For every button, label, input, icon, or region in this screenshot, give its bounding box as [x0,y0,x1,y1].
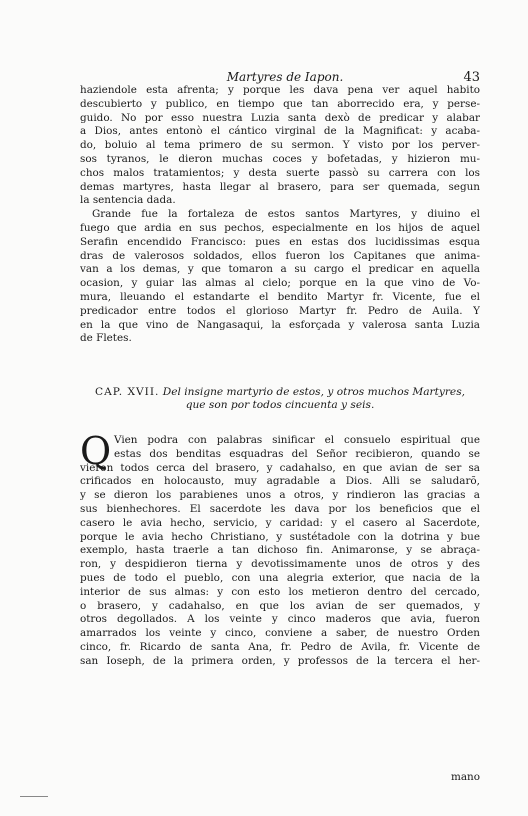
text-line: descubierto y publico, en tiempo que tan aborrecido era, y perse- [80,97,480,110]
text-line: ron, y despidieron tierna y devotissimamente unos de otros y des [80,558,480,571]
text-line: la sentencia dada. [80,194,176,207]
text-line: pues de todo el pueblo, con una alegria exterior, que nacia de la [80,571,480,584]
text-line: sus bienhechores. El sacerdote les dava por los beneficios que el [80,502,480,515]
text-line: interior de sus almas: y con esto los metieron dentro del cercado, [80,585,480,598]
text-line: cinco, fr. Ricardo de santa Ana, fr. Pedro de Avila, fr. Vicente de [80,640,480,653]
text-line: en la que vino de Nangasaqui, la esforçada y valerosa santa Luzia [80,318,480,331]
text-line: o brasero, y cadahalso, en que los avian de ser quemados, y [80,599,480,612]
chapter-body [80,429,480,669]
text-line: ocasion, y guiar las almas al cielo; porque en la que vino de Vo- [80,277,480,290]
running-title: Martyres de Iapon. [226,70,344,84]
text-line: estas dos benditas esquadras del Señor recibieron, quando se [114,447,480,460]
catchword: mano [451,771,480,783]
chapter-title-line2: que son por todos cincuenta y seis. [185,399,375,411]
text-line: Vien podra con palabras sinificar el consuelo espiritual que [114,434,480,446]
text-line: fuego que ardia en sus pechos, especialmente en los hijos de aquel [80,221,480,234]
text-line: de Fletes. [80,332,132,345]
text-line: guido. No por esso nuestra Luzia santa dexò de predicar y alabar [80,111,480,124]
text-line: crificados en holocausto, muy agradable a Dios. Alli se saludarõ, [80,475,480,488]
text-line: chos malos tratamientos; y desta suerte passò su carrera con los [80,166,480,179]
text-line: Serafin encendido Francisco: pues en estas dos lucidissimas esqua [80,235,480,248]
text-line: porque le avia hecho Christiano, y sustétadole con la dotrina y bue [80,530,480,543]
drop-cap-initial: Q [80,429,112,473]
chapter-label: CAP. XVII. [94,386,160,398]
text-line: demas martyres, hasta llegar al brasero, para ser quemada, segun [80,180,480,193]
text-line: vieron todos cerca del brasero, y cadahalso, en que avian de ser sa [80,461,480,474]
text-line: haziendole esta afrenta; y porque les dava pena ver aquel habito [80,84,480,96]
text-line: do, boluio al tema primero de su sermon. Y visto por los perver- [80,139,480,152]
margin-rule [20,796,48,797]
chapter-title-line1: Del insigne martyrio de estos, y otros muchos Martyres, [162,386,466,398]
page-number: 43 [463,70,480,85]
text-line: amarrados los veinte y cinco, conviene a saber, de nuestro Orden [80,627,480,640]
text-line: predicador entre todos el glorioso Martyr fr. Pedro de Auila. Y [80,304,480,317]
text-line: san Ioseph, de la primera orden, y professos de la tercera el her- [80,654,480,667]
text-line: sos tyranos, le dieron muchas coces y bofetadas, y hizieron mu- [80,152,480,165]
text-line: a Dios, antes entonò el cántico virginal de la Magnificat: y acaba- [80,125,480,138]
text-line: exemplo, hasta traerle a tan dichoso fin. Animaronse, y se abraça- [80,544,480,557]
text-line: y se dieron los parabienes unos a otros, y rindieron las gracias a [80,489,480,502]
text-line: casero le avia hecho, servicio, y caridad: y el casero al Sacerdote, [80,516,480,529]
paragraph-continued [80,84,480,346]
text-line: van a los demas, y que tomaron a su cargo el predicar en aquella [80,263,480,276]
chapter-heading [84,386,476,412]
text-line: mura, lleuando el estandarte el bendito Martyr fr. Vicente, fue el [80,290,480,303]
text-line: otros degollados. A los veinte y cinco maderos que avia, fueron [80,613,480,626]
text-line: dras de valerosos soldados, ellos fueron los Capitanes que anima- [80,249,480,262]
text-line: Grande fue la fortaleza de estos santos Martyres, y diuino el [92,208,480,221]
